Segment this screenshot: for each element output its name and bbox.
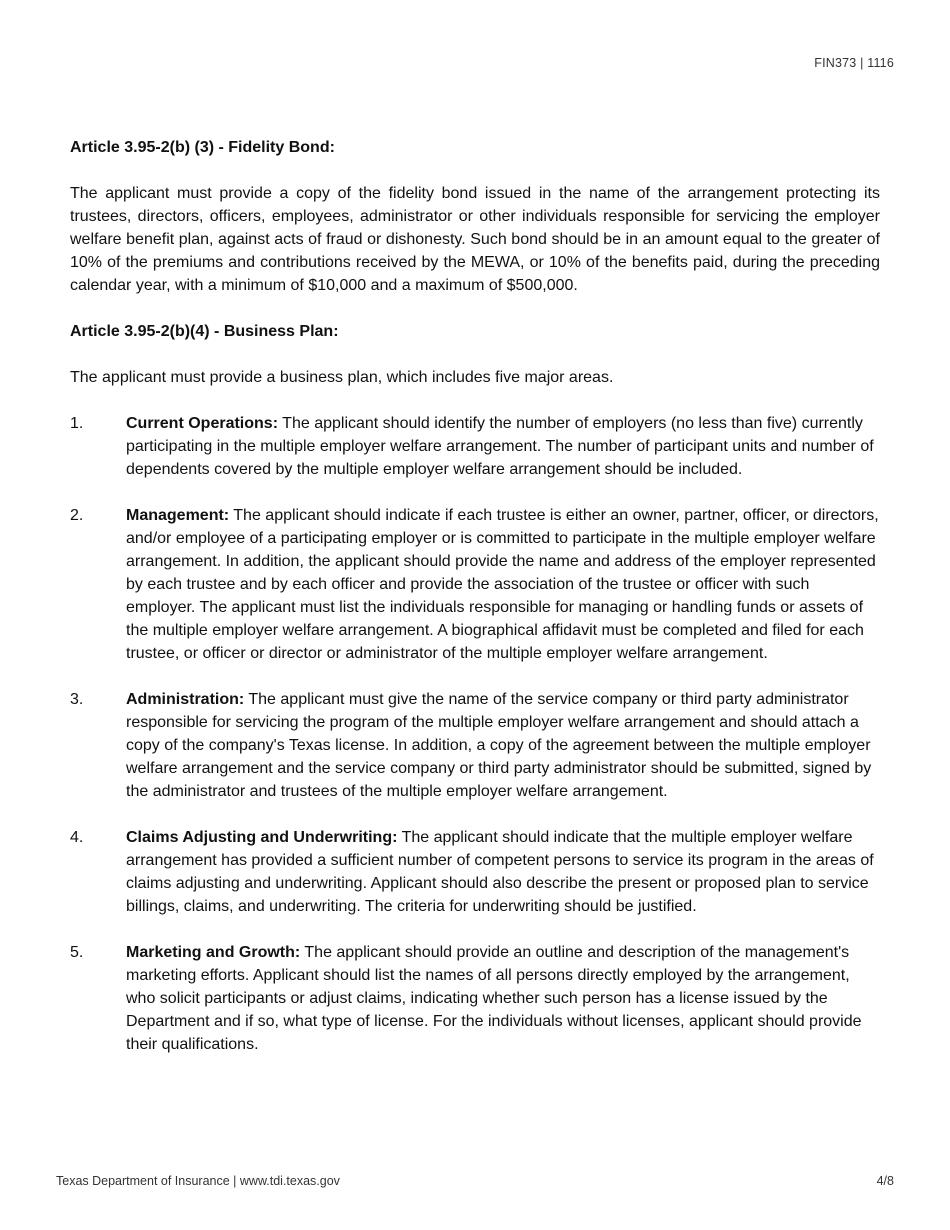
fidelity-bond-heading: Article 3.95-2(b) (3) - Fidelity Bond: xyxy=(70,139,335,156)
list-item-administration xyxy=(70,688,880,803)
list-item-text: The applicant must give the name of the service company or third party administrator responsible for servicing the program of the multiple employer welfare arrangement and should attach a copy of the company's Texas license. In addition, a copy of the agreement between the multiple employer welfare arrangement and the service company or third party administrator should be submitted, signed by the administrator and trustees of the multiple employer welfare arrangement. xyxy=(126,691,872,800)
list-item-marketing-growth xyxy=(70,941,880,1056)
list-item-title: Administration: xyxy=(126,691,245,708)
list-item-current-operations xyxy=(70,412,880,481)
list-item-title: Claims Adjusting and Underwriting: xyxy=(126,829,398,846)
list-item-title: Management: xyxy=(126,507,230,524)
list-item-text: The applicant should identify the number of employers (no less than five) currently participating in the multiple employer welfare arrangement. The number of participant units and number of dependents covered by the multiple employer welfare arrangement should be included. xyxy=(126,415,874,478)
business-plan-intro: The applicant must provide a business plan, which includes five major areas. xyxy=(70,369,614,386)
fidelity-bond-paragraph: The applicant must provide a copy of the fidelity bond issued in the name of the arrangement protecting its trustees, directors, officers, employees, administrator or other individuals responsible for servicing the employer welfare benefit plan, against acts of fraud or dishonesty. Such bond should be in an amount equal to the greater of 10% of the premiums and contributions received by the MEWA, or 10% of the benefits paid, during the preceding calendar year, with a minimum of $10,000 and a maximum of $500,000. xyxy=(70,185,880,294)
list-item-claims-underwriting xyxy=(70,826,880,918)
list-item-management xyxy=(70,504,880,665)
business-plan-heading: Article 3.95-2(b)(4) - Business Plan: xyxy=(70,323,339,340)
list-number: 1. xyxy=(70,415,84,432)
list-item-text: The applicant should indicate that the multiple employer welfare arrangement has provided a sufficient number of competent persons to service its program in the areas of claims adjusting and underwriting. Applicant should also describe the present or proposed plan to service billings, claims, and underwriting. The criteria for underwriting should be justified. xyxy=(126,829,874,915)
list-item-text: The applicant should provide an outline and description of the management's marketing efforts. Applicant should list the names of all persons directly employed by the arrangement, who solicit participants or adjust claims, indicating whether such person has a license issued by the Department and if so, what type of license. For the individuals without licenses, applicant should provide their qualifications. xyxy=(126,944,862,1053)
footer-page-number: 4/8 xyxy=(876,1174,894,1188)
list-number: 2. xyxy=(70,507,84,524)
form-code: FIN373 | 1116 xyxy=(814,56,894,70)
list-number: 5. xyxy=(70,944,84,961)
list-number: 4. xyxy=(70,829,84,846)
list-item-title: Current Operations: xyxy=(126,415,279,432)
list-item-title: Marketing and Growth: xyxy=(126,944,301,961)
list-item-text: The applicant should indicate if each trustee is either an owner, partner, officer, or directors, and/or employee of a participating employer or is committed to participate in the multiple employer welfare arrangement. In addition, the applicant should provide the name and address of the employer represented by each trustee and by each officer and provide the association of the trustee or officer with such employer. The applicant must list the individuals responsible for managing or handling funds or assets of the multiple employer welfare arrangement. A biographical affidavit must be completed and filed for each trustee, or officer or director or administrator of the multiple employer welfare arrangement. xyxy=(126,507,879,662)
document-body xyxy=(70,136,880,1056)
list-number: 3. xyxy=(70,691,84,708)
footer-agency: Texas Department of Insurance | www.tdi.texas.gov xyxy=(56,1174,340,1188)
